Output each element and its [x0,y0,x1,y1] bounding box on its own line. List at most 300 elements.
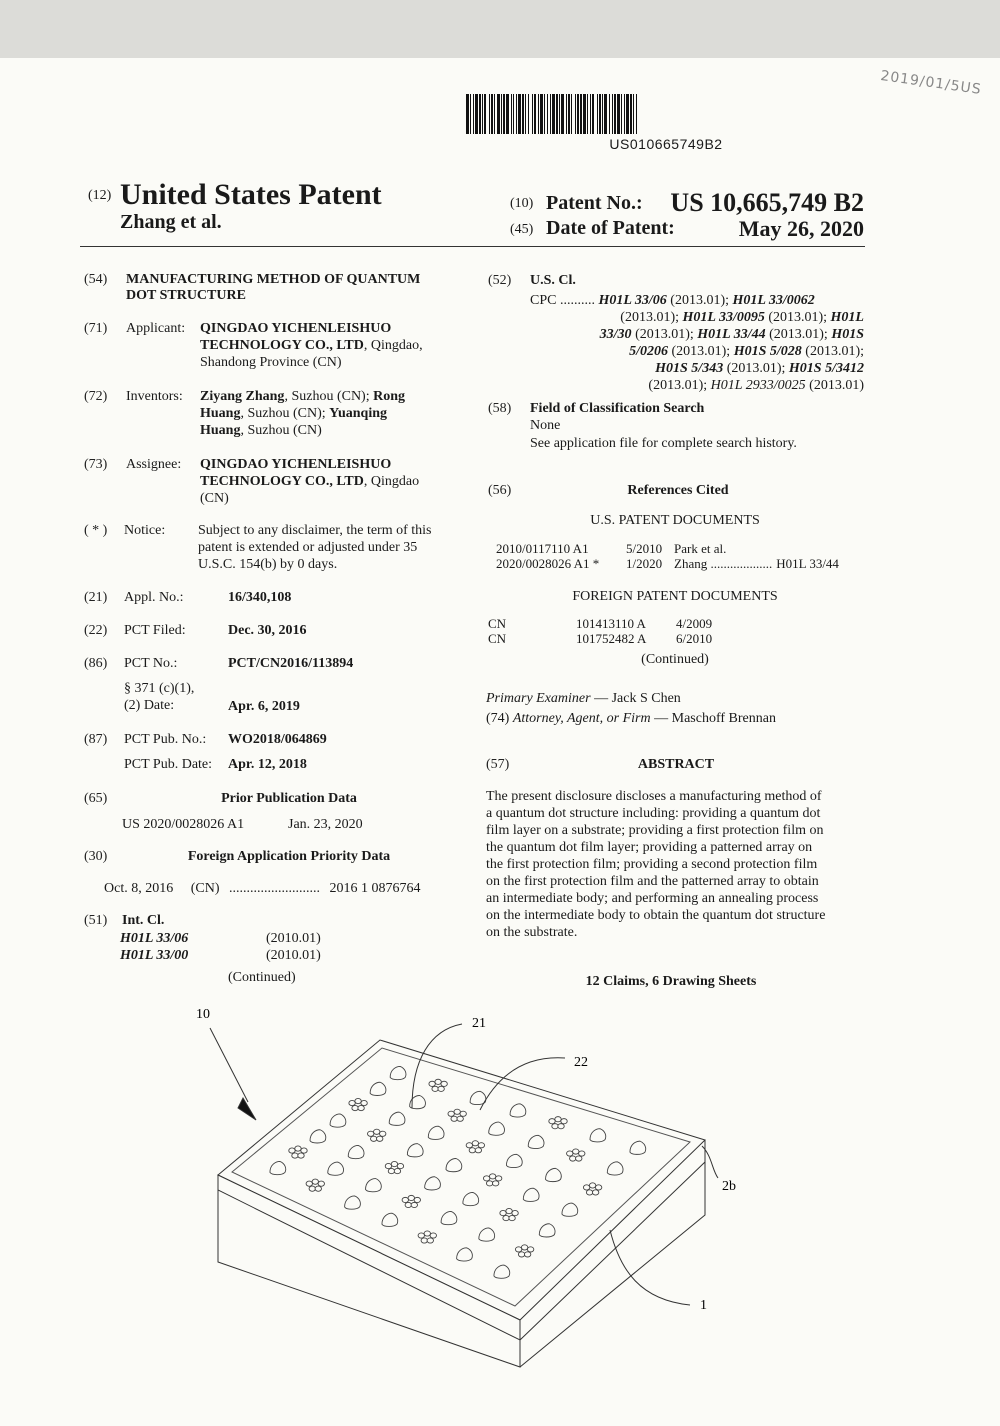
quantum-dot-small [472,1141,478,1146]
prior-pub-number: US 2020/0028026 A1 [122,817,245,832]
inventor-2-city: , Suzhou (CN); [240,406,330,421]
quantum-dot-lens [590,1129,606,1142]
section-371-label: § 371 (c)(1), [124,681,195,696]
abstract-line: The present disclosure discloses a manufacturing method of [486,789,822,804]
inventors-short: Zhang et al. [120,211,222,233]
quantum-dot-small [552,1124,558,1129]
attorney-name: Maschoff Brennan [671,711,776,726]
pct-pub-date-value: Apr. 12, 2018 [228,757,307,772]
quantum-dot-small [430,1233,436,1238]
foreign-doc-number: 101413110 A [576,616,646,631]
quantum-dot-lens [270,1161,286,1174]
references-heading: References Cited [627,483,729,498]
code-74: (74) [486,711,510,726]
code-56: (56) [488,483,512,498]
quantum-dot-lens [539,1224,555,1237]
notice-line3: U.S.C. 154(b) by 0 days. [198,557,338,572]
quantum-dot-small [298,1153,304,1158]
quantum-dot-small [424,1231,430,1236]
quantum-dot-lens [607,1162,623,1175]
quantum-dot-small [454,1109,460,1114]
us-doc-class: H01L 33/44 [776,556,839,571]
section-371-date-value: Apr. 6, 2019 [228,699,300,714]
assignee-label: Assignee: [126,457,182,472]
quantum-dot-small [432,1086,438,1091]
pct-pub-section [84,731,327,772]
foreign-doc-row [488,617,858,632]
quantum-dot-small [309,1186,315,1191]
foreign-priority-country: (CN) [190,881,220,896]
pct-no-value: PCT/CN2016/113894 [228,656,354,671]
quantum-dot-small [358,1105,364,1110]
pct-no-label: PCT No.: [124,656,178,671]
quantum-dot-small [555,1117,561,1122]
quantum-dot-small [429,1081,435,1086]
quantum-dot-small [567,1151,573,1156]
abstract-text [486,788,866,941]
primary-examiner [486,690,681,707]
quantum-dot-small [495,1176,501,1181]
foreign-doc-country: CN [488,616,507,631]
quantum-dot-small [478,1143,484,1148]
quantum-dot-small [402,1197,408,1202]
inventor-1: Ziyang Zhang [200,389,285,404]
front-face [218,1190,520,1367]
foreign-priority-section [84,848,474,896]
quantum-dot-small [570,1156,576,1161]
inventor-3-last: Huang [200,423,241,438]
pct-pub-no-value: WO2018/064869 [228,732,327,747]
quantum-dot-small [506,1208,512,1213]
inventor-2-first: Rong [373,389,406,404]
cpc-class: H01L 33/0062 [732,293,815,308]
quantum-dot-small [355,1098,361,1103]
protection-film-outline [232,1048,690,1306]
examiner-label: Primary Examiner [486,691,591,706]
code-57: (57) [486,757,510,772]
quantum-dot-small [377,1136,383,1141]
inventors-label: Inventors: [126,389,183,404]
quantum-dot-small [451,1116,457,1121]
applicant-label: Applicant: [126,321,186,336]
abstract-line: the quantum dot film layer; providing a patterned array on [486,840,813,855]
quantum-dot-lens [389,1112,405,1125]
int-cl-row [120,947,420,964]
cpc-version: (2013.01); [765,327,832,342]
quantum-dot-lens [428,1126,444,1139]
cpc-version: (2013.01); [764,310,831,325]
foreign-doc-date: 4/2009 [676,616,713,631]
quantum-dot-small [315,1186,321,1191]
cpc-class: H01L 33/0095 [682,310,765,325]
applicant-section [84,320,423,370]
quantum-dot-small [515,1247,521,1252]
code-73: (73) [84,457,108,472]
classification-search-heading: Field of Classification Search [530,401,705,416]
abstract-line: on the first protection film and the patterned array to obtain [486,874,819,889]
quantum-dot-small [469,1148,475,1153]
inventor-2-last: Huang [200,406,241,421]
int-cl-section [84,912,474,985]
inventor-3-city: , Suzhou (CN) [240,423,322,438]
code-65: (65) [84,791,108,806]
classification-search-note: See application file for complete search history. [530,436,797,451]
assignee-name-line1: QINGDAO YICHENLEISHUO [200,457,392,472]
quantum-dot-lens [366,1179,382,1192]
cpc-version: (2013.01); [648,378,711,393]
quantum-dot-small [414,1197,420,1202]
quantum-dot-small [368,1131,374,1136]
quantum-dot-lens [479,1228,495,1241]
ref-22: 22 [574,1055,588,1070]
quantum-dot-structure-drawing [0,1000,1000,1380]
quantum-dot-small [595,1185,601,1190]
quantum-dot-small [318,1181,324,1186]
code-87: (87) [84,732,108,747]
abstract-line: on the intermediate body to obtain the quantum dot structure [486,908,826,923]
quantum-dot-lens [528,1135,544,1148]
quantum-dot-small [500,1210,506,1215]
quantum-dot-small [573,1149,579,1154]
quantum-dot-small [558,1124,564,1129]
quantum-dot-small [489,1174,495,1179]
cpc-version: (2013.01); [801,344,864,359]
quantum-dot-small [391,1161,397,1166]
quantum-dot-small [374,1129,380,1134]
cpc-version: (2013.01); [631,327,698,342]
quantum-dot-lens [330,1114,346,1127]
cpc-class: 33/30 [599,327,632,342]
quantum-dot-lens [328,1162,344,1175]
cpc-class: H01L 33/44 [697,327,766,342]
quantum-dot-lens [345,1196,361,1209]
leader-dots: .......................... [229,881,320,896]
abstract-heading: ABSTRACT [637,757,715,772]
int-cl-heading: Int. Cl. [122,913,165,928]
quantum-dot-small [301,1148,307,1153]
handwritten-note: 2019/01/5US [879,67,983,99]
classification-search-section [488,400,868,451]
notice-line2: patent is extended or adjusted under 35 [198,540,418,555]
dash: — [650,711,672,726]
quantum-dot-small [385,1163,391,1168]
applicant-name-line1: QINGDAO YICHENLEISHUO [200,321,392,336]
foreign-doc-country: CN [488,631,507,646]
title-section [84,271,474,303]
quantum-dot-lens [382,1213,398,1226]
quantum-dot-small [421,1238,427,1243]
cpc-class: H01L 33/06 [598,293,667,308]
code-45: (45) [510,222,534,237]
pct-filed-value: Dec. 30, 2016 [228,623,307,638]
quantum-dot-small [561,1119,567,1124]
leader-10 [210,1028,248,1102]
us-cl-section [488,272,868,393]
quantum-dot-lens [510,1104,526,1117]
abstract-section [486,756,866,940]
code-52: (52) [488,273,512,288]
references-continued: (Continued) [641,652,709,667]
cpc-version: (2013.01); [723,361,789,376]
us-doc-number: 2020/0028026 A1 * [496,556,600,571]
barcode-space [637,94,638,134]
foreign-patent-docs-heading: FOREIGN PATENT DOCUMENTS [572,589,778,604]
header-divider [80,246,865,247]
assignee-country: (CN) [200,491,229,506]
notice-label: Notice: [124,523,166,538]
patent-date: May 26, 2020 [738,216,864,241]
quantum-dot-lens [441,1211,457,1224]
classification-search-none: None [530,418,561,433]
quantum-dot-small [466,1143,472,1148]
scan-margin [0,0,1000,58]
us-doc-name: Zhang [674,556,708,571]
examiner-name: Jack S Chen [611,691,681,706]
quantum-dot-small [589,1183,595,1188]
quantum-dot-small [388,1168,394,1173]
quantum-dot-small [492,1181,498,1186]
quantum-dot-small [576,1156,582,1161]
us-doc-row [496,542,866,557]
us-doc-row [496,557,866,572]
cpc-class: H01L [830,310,864,325]
quantum-dot-small [527,1247,533,1252]
quantum-dot-lens [546,1168,562,1181]
quantum-dot-lens [630,1141,646,1154]
code-12: (12) [88,188,112,203]
quantum-dot-lens [562,1203,578,1216]
cpc-class: H01S [831,327,864,342]
prior-pub-section [84,790,474,832]
quantum-dot-small [306,1181,312,1186]
cpc-version: (2013.01); [666,293,733,308]
abstract-line: an intermediate body; and performing an annealing process [486,891,819,906]
code-58: (58) [488,401,512,416]
notice-code: ( * ) [84,523,108,538]
code-51: (51) [84,913,108,928]
inventors-section [84,388,406,438]
us-cl-heading: U.S. Cl. [530,273,576,288]
int-cl-version: (2010.01) [266,931,321,946]
prior-pub-date: Jan. 23, 2020 [288,817,363,832]
us-doc-date: 1/2020 [626,556,663,571]
code-54: (54) [84,272,108,287]
applicant-province: Shandong Province (CN) [200,355,342,370]
cpc-classes [530,292,864,394]
appl-no-value: 16/340,108 [228,590,292,605]
cpc-version: (2013.01); [620,310,683,325]
applicant-name-line2: TECHNOLOGY CO., LTD [200,338,364,353]
ref-1: 1 [700,1298,707,1313]
appl-no-label: Appl. No.: [124,590,184,605]
dash: — [590,691,612,706]
patterned-array [270,1066,646,1278]
foreign-patent-docs [488,617,858,647]
abstract-line: a quantum dot structure including: providing a quantum dot [486,806,821,821]
code-30: (30) [84,849,108,864]
quantum-dot-lens [370,1082,386,1095]
quantum-dot-small [460,1111,466,1116]
quantum-dot-small [427,1238,433,1243]
quantum-dot-small [405,1202,411,1207]
quantum-dot-small [371,1136,377,1141]
quantum-dot-small [438,1086,444,1091]
pct-no-section [84,655,354,714]
pct-pub-no-label: PCT Pub. No.: [124,732,207,747]
quantum-dot-small [361,1100,367,1105]
attorney-label: Attorney, Agent, or Firm [512,711,651,726]
cpc-class: H01S 5/3412 [788,361,864,376]
barcode-number: US010665749B2 [609,136,723,152]
ref-10: 10 [196,1007,210,1022]
section-371-date-label: (2) Date: [124,698,175,713]
appl-no-section [84,589,292,606]
us-doc-name: Park et al. [674,541,727,556]
pct-filed-label: PCT Filed: [124,623,186,638]
us-patent-docs [496,542,866,572]
leader-dots: ................... [707,556,773,571]
patent-type-title: United States Patent [120,178,382,211]
assignee-section [84,456,420,506]
cpc-class: H01S 5/343 [655,361,724,376]
right-face-edge [520,1162,705,1340]
quantum-dot-lens [425,1177,441,1190]
cpc-label: CPC .......... [530,293,599,308]
quantum-dot-small [312,1179,318,1184]
int-cl-version: (2010.01) [266,948,321,963]
barcode [466,94,866,152]
ref-21: 21 [472,1016,486,1031]
foreign-priority-heading: Foreign Application Priority Data [187,849,391,864]
quantum-dot-small [349,1100,355,1105]
inventor-1-city: , Suzhou (CN); [284,389,374,404]
foreign-priority-date: Oct. 8, 2016 [104,881,174,896]
quantum-dot-small [512,1210,518,1215]
foreign-priority-number: 2016 1 0876764 [329,881,421,896]
quantum-dot-small [397,1163,403,1168]
code-86: (86) [84,656,108,671]
int-cl-class: H01L 33/06 [120,931,189,946]
quantum-dot-small [583,1185,589,1190]
patent-number: US 10,665,749 B2 [670,188,864,217]
quantum-dot-small [592,1190,598,1195]
prior-pub-heading: Prior Publication Data [221,791,357,806]
quantum-dot-small [475,1148,481,1153]
int-cl-row [120,930,420,947]
quantum-dot-small [521,1245,527,1250]
quantum-dot-lens [489,1122,505,1135]
quantum-dot-small [524,1252,530,1257]
quantum-dot-small [486,1181,492,1186]
quantum-dot-small [441,1081,447,1086]
applicant-city: , Qingdao, [363,338,423,353]
code-22: (22) [84,623,108,638]
claims-summary: 12 Claims, 6 Drawing Sheets [585,974,757,989]
quantum-dot-lens [506,1154,522,1167]
quantum-dot-lens [390,1066,406,1079]
code-21: (21) [84,590,108,605]
quantum-dot-lens [463,1192,479,1205]
quantum-dot-small [295,1146,301,1151]
code-10: (10) [510,196,534,211]
quantum-dot-small [289,1148,295,1153]
quantum-dot-lens [446,1159,462,1172]
quantum-dot-small [394,1168,400,1173]
quantum-dot-small [418,1233,424,1238]
abstract-line: on the substrate. [486,925,578,940]
assignee-city: , Qingdao [363,474,420,489]
invention-title-line2: DOT STRUCTURE [126,288,246,303]
cpc-version: (2013.01); [667,344,734,359]
quantum-dot-lens [310,1130,326,1143]
quantum-dot-small [352,1105,358,1110]
foreign-doc-date: 6/2010 [676,631,713,646]
quantum-dot-small [292,1153,298,1158]
top-face [218,1040,705,1320]
quantum-dot-small [509,1215,515,1220]
arrow-10 [238,1098,256,1120]
quantum-dot-small [457,1116,463,1121]
us-doc-date: 5/2010 [626,541,663,556]
assignee-name-line2: TECHNOLOGY CO., LTD [200,474,364,489]
quantum-dot-small [435,1079,441,1084]
barcode-bars [466,94,866,134]
foreign-doc-row [488,632,858,647]
quantum-dot-small [579,1151,585,1156]
attorney [486,710,776,727]
us-doc-number: 2010/0117110 A1 [496,541,589,556]
cpc-class: H01S 5/028 [733,344,802,359]
notice-section [84,522,432,572]
quantum-dot-small [408,1195,414,1200]
quantum-dot-lens [457,1248,473,1261]
quantum-dot-small [411,1202,417,1207]
pct-filed-section [84,622,307,639]
int-cl-rows [120,930,420,964]
quantum-dot-small [483,1176,489,1181]
quantum-dot-lens [407,1144,423,1157]
cpc-class: H01L 2933/0025 [710,378,806,393]
cpc-version: (2013.01) [805,378,864,393]
foreign-doc-number: 101752482 A [576,631,647,646]
notice-line1: Subject to any disclaimer, the term of this [198,523,432,538]
quantum-dot-small [448,1111,454,1116]
ref-2b: 2b [722,1179,736,1194]
abstract-line: film layer on a substrate; providing a first protection film on [486,823,824,838]
quantum-dot-small [518,1252,524,1257]
int-cl-continued: (Continued) [228,970,296,985]
quantum-dot-small [380,1131,386,1136]
cpc-class: 5/0206 [629,344,668,359]
us-patent-docs-heading: U.S. PATENT DOCUMENTS [590,513,760,528]
int-cl-class: H01L 33/00 [120,948,189,963]
pct-pub-date-label: PCT Pub. Date: [124,757,213,772]
quantum-dot-lens [494,1265,510,1278]
quantum-dot-small [549,1119,555,1124]
quantum-dot-lens [348,1145,364,1158]
abstract-line: the first protection film; providing a second protection film [486,857,818,872]
inventor-3-first: Yuanqing [329,406,387,421]
invention-title-line1: MANUFACTURING METHOD OF QUANTUM [126,272,421,287]
code-72: (72) [84,389,108,404]
references-section [488,482,868,667]
quantum-dot-small [503,1215,509,1220]
quantum-dot-lens [523,1188,539,1201]
date-label: Date of Patent: [546,217,675,239]
quantum-dot-small [586,1190,592,1195]
code-71: (71) [84,321,108,336]
patent-no-label: Patent No.: [546,192,643,214]
